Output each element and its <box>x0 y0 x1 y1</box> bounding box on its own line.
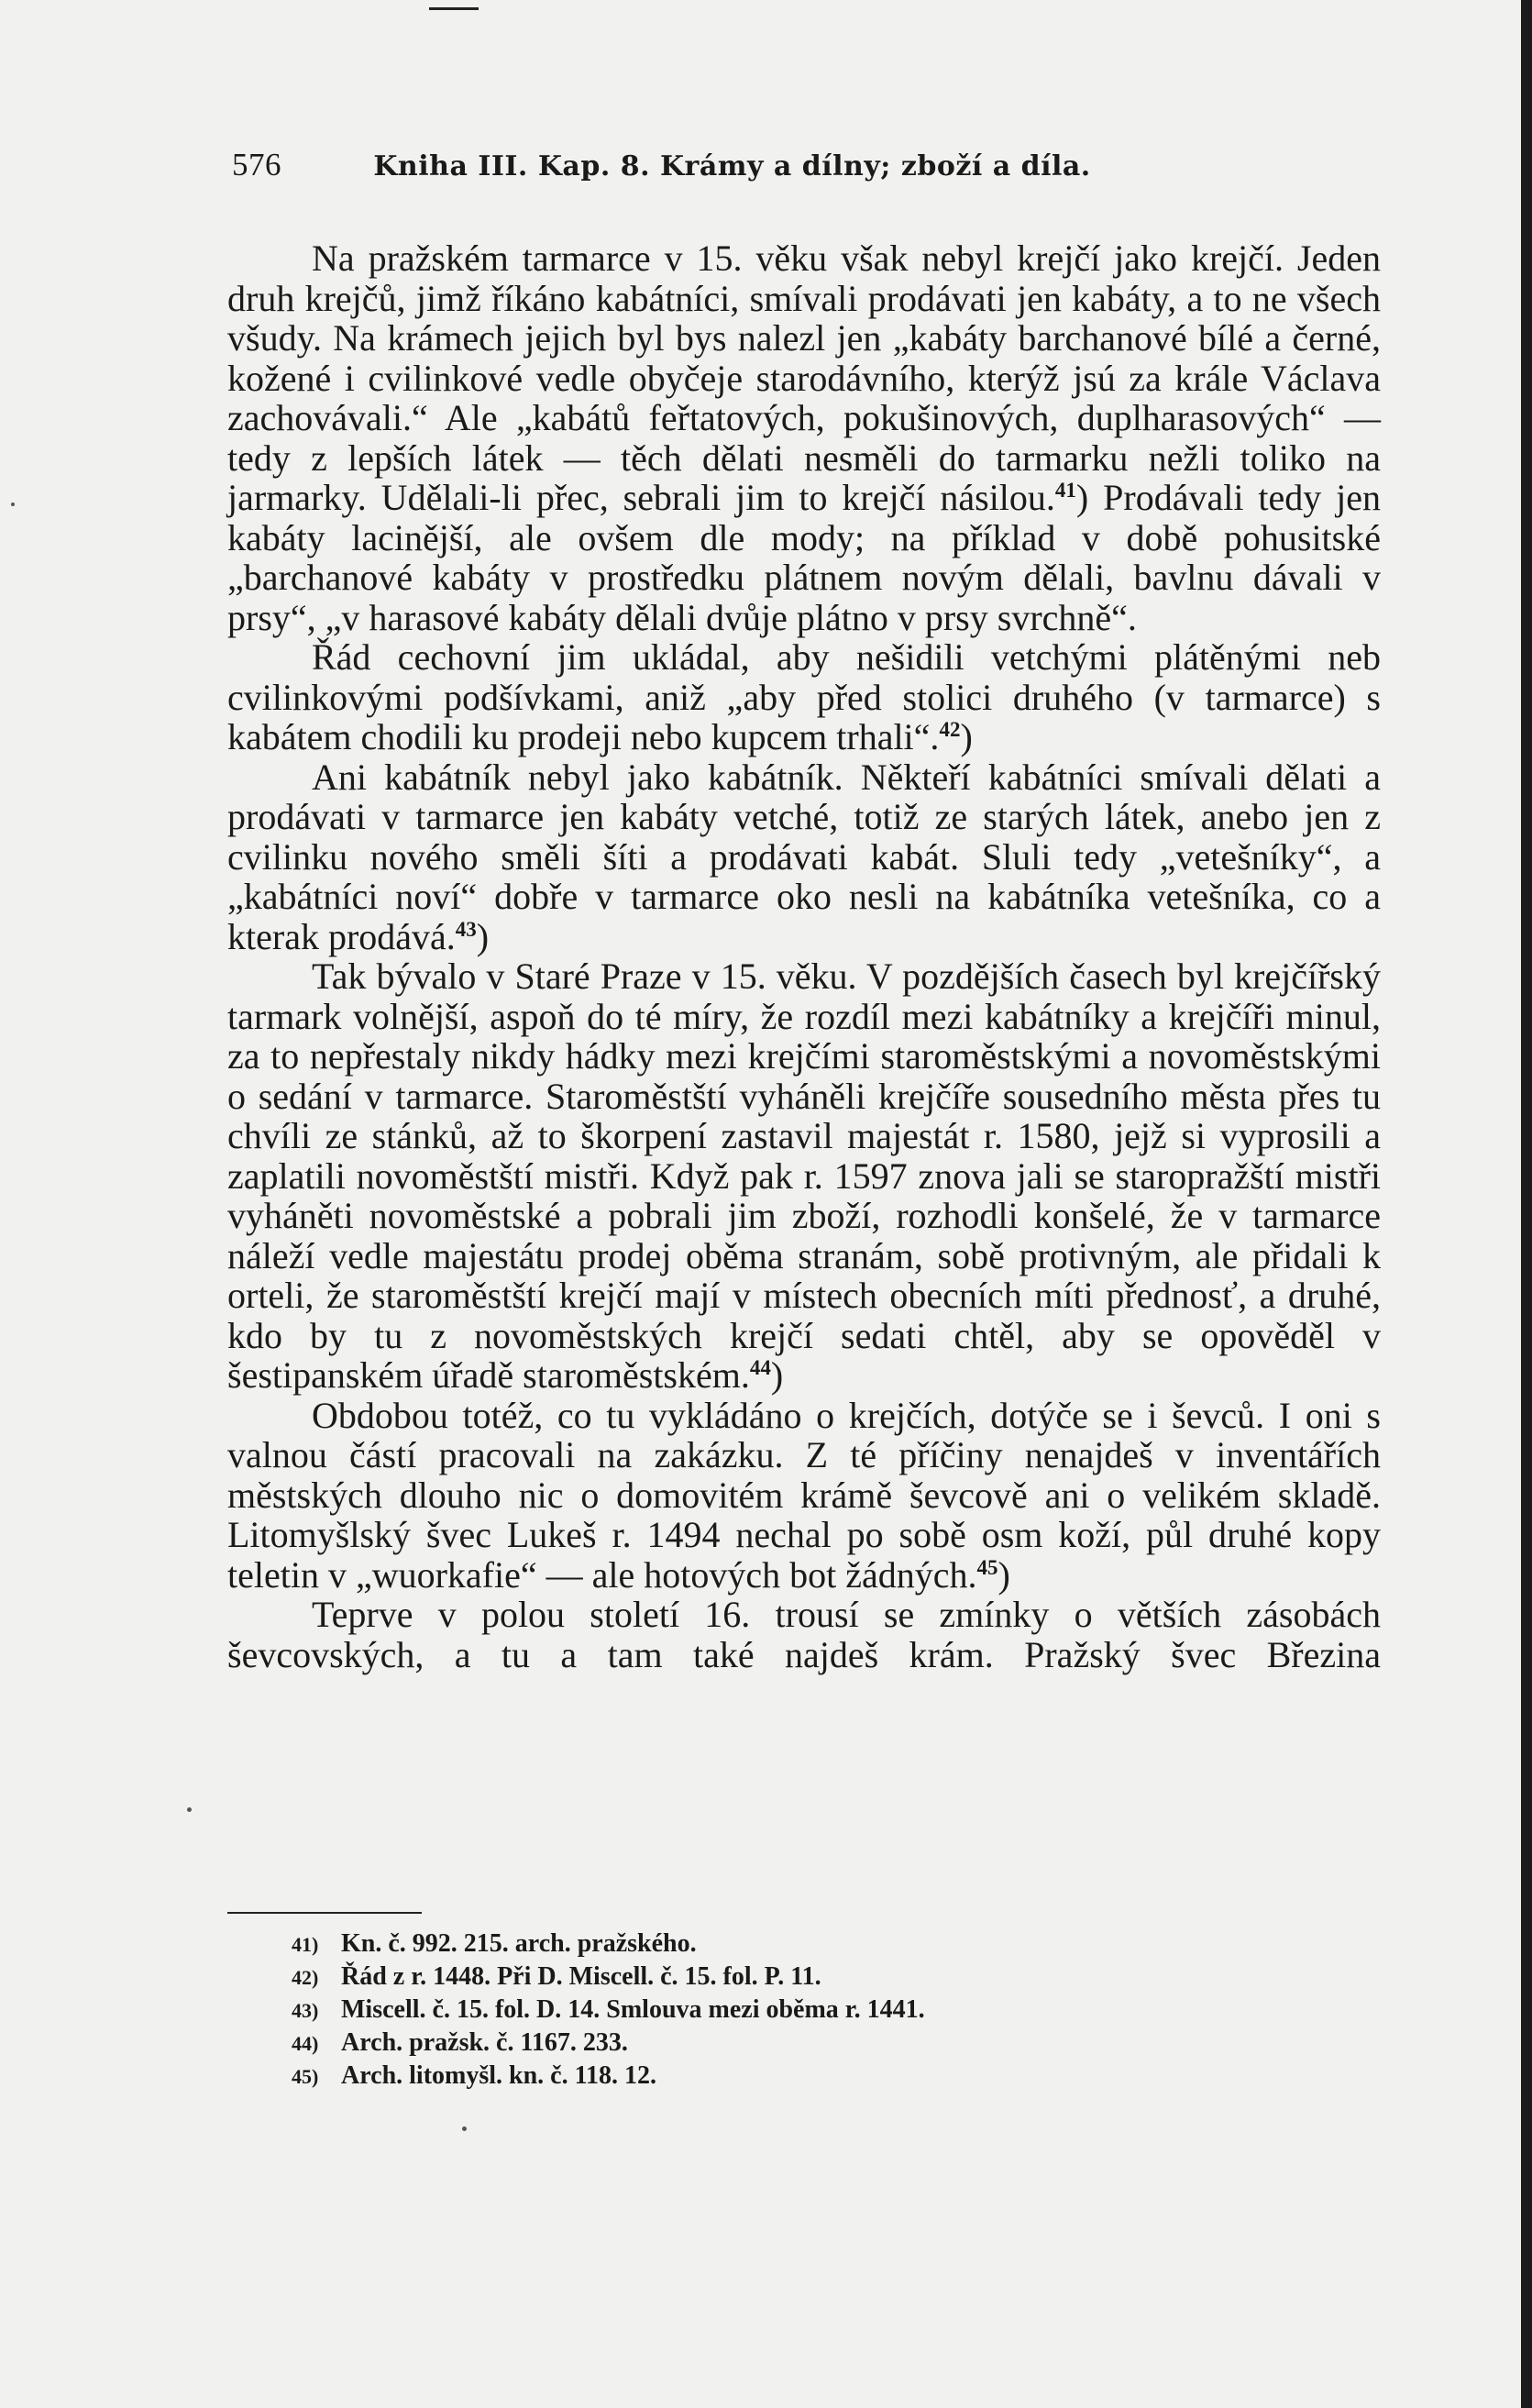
paragraph: Teprve v polou století 16. trousí se zmínky o větších zásobách ševcovských, a tu a tam také najdeš krám. Pražský švec Březina <box>227 1594 1381 1675</box>
footnotes <box>292 1928 1208 2093</box>
footnote-ref: 45 <box>976 1555 998 1579</box>
footnote <box>292 2060 1208 2093</box>
page-edge-shadow <box>1521 0 1532 2408</box>
footnote-number: 44) <box>292 2032 319 2055</box>
footnote-ref: 41 <box>1054 479 1076 502</box>
footnote-text: Arch. pražsk. č. 1167. 233. <box>341 2028 628 2057</box>
footnote-text: Arch. litomyšl. kn. č. 118. 12. <box>341 2061 657 2090</box>
footnote-number: 42) <box>292 1966 319 1989</box>
footnote <box>292 2027 1208 2060</box>
footnote-number: 45) <box>292 2065 319 2088</box>
footnote-ref: 42 <box>939 718 961 741</box>
paragraph: Tak bývalo v Staré Praze v 15. věku. V pozdějších časech byl krejčířský tarmark volnější, aspoň do té míry, že rozdíl mezi kabátníky a krejčíři minul, za to nepřestaly nikdy hádky mezi krejčími staroměstskými a novoměstskými o sedání v tarmarce. Staroměstští vyháněli krejčíře sousedního města přes tu chvíli ze stánků, až to škorpení zastavil majestát r. 1580, jejž si vyprosili a zaplatili novoměstští mistři. Když pak r. 1597 znova jali se staropražští mistři vyháněti novoměstské a pobrali jim zboží, rozhodli konšelé, že v tarmarce náleží vedle majestátu prodej oběma stranám, sobě protivným, ale přidali k orteli, že staroměstští krejčí mají v místech obecních míti přednosť, a druhé, kdo by tu z novoměstských krejčí sedati chtěl, aby se opověděl v šestipanském úřadě staroměstském.$^{44}$) <box>227 955 1381 1396</box>
scan-speck <box>462 2126 467 2131</box>
footnote-number: 43) <box>292 1999 319 2022</box>
page-number: 576 <box>232 147 281 182</box>
footnote <box>292 1961 1208 1994</box>
running-head: Kniha III. Kap. 8. Krámy a dílny; zboží a díla. <box>373 150 1091 182</box>
footnote-rule <box>227 1912 422 1914</box>
footnote <box>292 1994 1208 2027</box>
footnote <box>292 1928 1208 1961</box>
footnote-number: 41) <box>292 1933 319 1956</box>
paragraph: Na pražském tarmarce v 15. věku však nebyl krejčí jako krejčí. Jeden druh krejčů, jimž říkáno kabátníci, smívali prodávati jen kabáty, a to ne všech všudy. Na krámech jejich byl bys nalezl jen „kabáty barchanové bílé a černé, kožené i cvilinkové vedle obyčeje starodávního, kterýž jsú za krále Václava zachovávali.“ Ale „kabátů feřtatových, pokušinových, duplharasových“ — tedy z lepších látek — těch dělati nesměli do tarmarku nežli toliko na jarmarky. Udělali-li přec, sebrali jim to krejčí násilou.$^{41}$) Prodávali tedy jen kabáty lacinější, ale ovšem dle mody; na příklad v době pohusitské „barchanové kabáty v prostředku plátnem novým dělali, bavlnu dávali v prsy“, „v harasové kabáty dělali dvůje plátno v prsy svrchně“. <box>227 237 1382 638</box>
paragraph: Ani kabátník nebyl jako kabátník. Někteří kabátníci smívali dělati a prodávati v tarmarce jen kabáty vetché, totiž ze starých látek, anebo jen z cvilinku nového směli šíti a prodávati kabát. Sluli tedy „vetešníky“, a „kabátníci noví“ dobře v tarmarce oko nesli na kabátníka vetešníka, co a kterak prodává.$^{43}$) <box>227 756 1381 957</box>
top-rule <box>429 7 479 10</box>
running-header <box>232 147 1369 183</box>
paragraph: Obdobou totéž, co tu vykládáno o krejčích, dotýče se i ševců. I oni s valnou částí pracovali na zakázku. Z té příčiny nenajdeš v inventářích městských dlouho nic o domovitém krámě ševcově ani o velikém skladě. Litomyšlský švec Lukeš r. 1494 nechal po sobě osm koží, půl druhé kopy teletin v „wuorkafie“ — ale hotových bot žádných.$^{45}$) <box>227 1394 1381 1596</box>
footnote-ref: 43 <box>455 917 477 941</box>
footnote-text: Kn. č. 992. 215. arch. pražského. <box>341 1929 697 1958</box>
scan-speck <box>11 503 15 506</box>
body-text <box>227 238 1381 1674</box>
footnote-text: Řád z r. 1448. Při D. Miscell. č. 15. fol. P. 11. <box>341 1962 821 1991</box>
footnote-text: Miscell. č. 15. fol. D. 14. Smlouva mezi oběma r. 1441. <box>341 1995 925 2024</box>
footnote-ref: 44 <box>749 1356 771 1379</box>
scan-speck <box>187 1807 192 1812</box>
paragraph: Řád cechovní jim ukládal, aby nešidili vetchými plátěnými neb cvilinkovými podšívkami, aniž „aby před stolici druhého (v tarmarce) s kabátem chodili ku prodeji nebo kupcem trhali“.$^{42}$) <box>227 636 1381 757</box>
